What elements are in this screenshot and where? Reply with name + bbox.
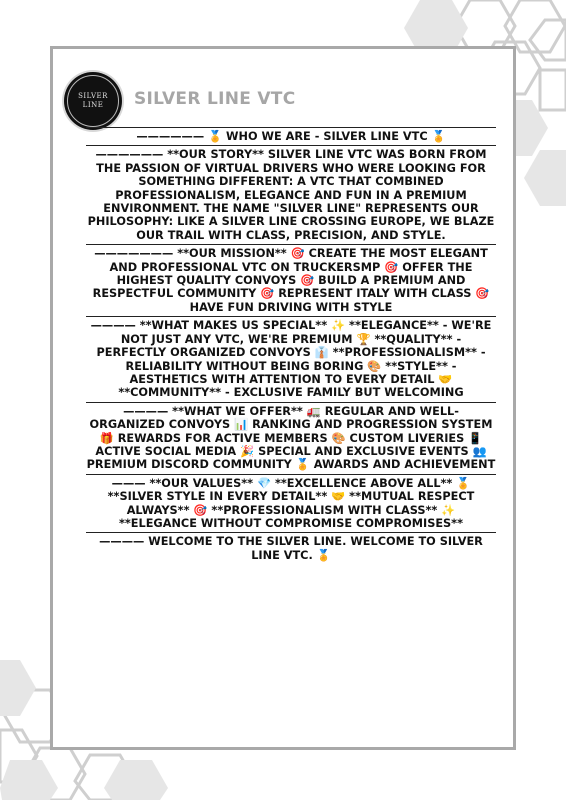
divider [86,402,496,403]
section-special: ———— **WHAT MAKES US SPECIAL** ✨ **ELEGANCE** - WE'RE NOT JUST ANY VTC, WE'RE PREMIUM 🏆 **QUALITY** - PERFECTLY ORGANIZED CONVOYS 👔 **PROFESSIONALISM** - RELIABILITY WITHOUT BEING BORING 🎨 **STYLE** - AESTHETICS WITH ATTENTION TO EVERY DETAIL 🤝 **COMMUNITY** - EXCLUSIVE FAMILY BUT WELCOMING [90,319,492,400]
divider [86,127,496,128]
section-values: ——— **OUR VALUES** 💎 **EXCELLENCE ABOVE ALL** 🏅 **SILVER STYLE IN EVERY DETAIL** 🤝 **MUTUAL RESPECT ALWAYS** 🎯 **PROFESSIONALISM WITH CLASS** ✨ **ELEGANCE WITHOUT COMPROMISE COMPROMISES** [107,476,475,530]
divider [86,474,496,475]
hex-shape [524,150,566,206]
page-title: SILVER LINE VTC [134,89,296,109]
hex-shape [0,760,58,800]
hex-shape [540,70,566,110]
section-heading: —————— 🏅 WHO WE ARE - SILVER LINE VTC 🏅 [136,130,446,143]
divider [86,316,496,317]
divider [86,532,496,533]
section-offer: ———— **WHAT WE OFFER** 🚛 REGULAR AND WELL-ORGANIZED CONVOYS 📊 RANKING AND PROGRESSION SYSTEM 🎁 REWARDS FOR ACTIVE MEMBERS 🎨 CUSTOM LIVERIES 📱 ACTIVE SOCIAL MEDIA 🎉 SPECIAL AND EXCLUSIVE EVENTS 👥 PREMIUM DISCORD COMMUNITY 🏅 AWARDS AND ACHIEVEMENT [86,404,496,472]
hex-shape [530,20,566,60]
logo-text-line2: LINE [82,101,104,109]
divider [86,145,496,146]
logo-text-line1: SILVER [78,92,108,100]
logo [64,72,122,130]
section-mission: ——————— **OUR MISSION** 🎯 CREATE THE MOST ELEGANT AND PROFESSIONAL VTC ON TRUCKERSMP 🎯 OFFER THE HIGHEST QUALITY CONVOYS 🎯 BUILD A PREMIUM AND RESPECTFUL COMMUNITY 🎯 REPRESENT ITALY WITH CLASS 🎯 HAVE FUN DRIVING WITH STYLE [92,247,490,314]
document-body [86,125,496,562]
divider [86,244,496,245]
section-story: —————— **OUR STORY** SILVER LINE VTC WAS BORN FROM THE PASSION OF VIRTUAL DRIVERS WHO WERE LOOKING FOR SOMETHING DIFFERENT: A VTC THAT COMBINED PROFESSIONALISM, ELEGANCE AND FUN IN A PREMIUM ENVIRONMENT. THE NAME "SILVER LINE" REPRESENTS OUR PHILOSOPHY: LIKE A SILVER LINE CROSSING EUROPE, WE BLAZE OUR TRAIL WITH CLASS, PRECISION, AND STYLE. [87,148,495,242]
hex-shape [104,760,168,800]
hex-shape [0,660,36,716]
section-welcome: ———— WELCOME TO THE SILVER LINE. WELCOME TO SILVER LINE VTC. 🏅 [99,535,483,562]
logo-emblem [67,75,119,127]
